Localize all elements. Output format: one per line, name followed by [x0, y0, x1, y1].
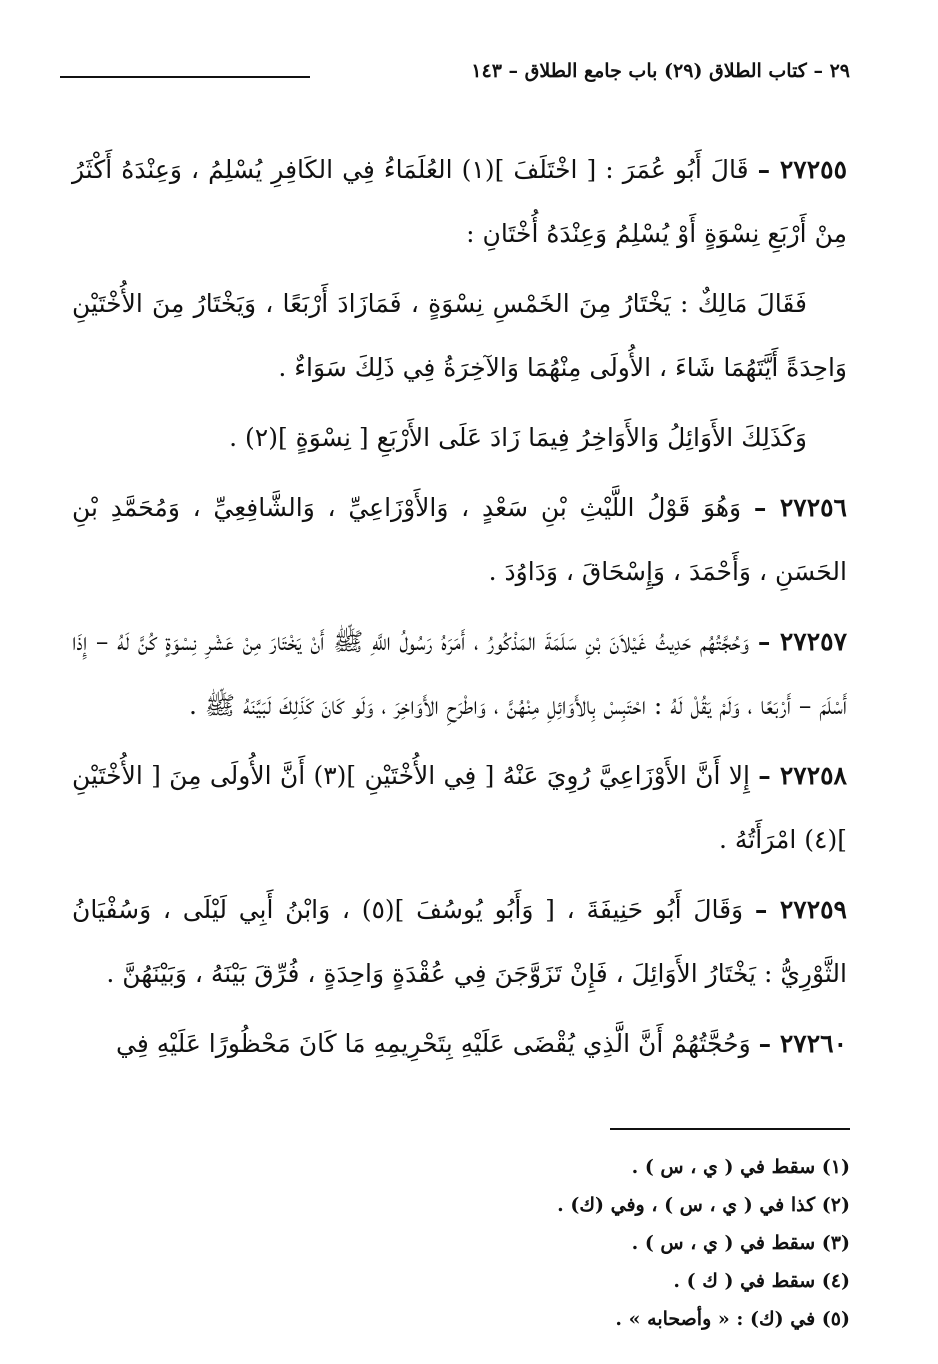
paragraph-number: ٢٧٢٥٩ – — [754, 895, 847, 924]
paragraph-number: ٢٧٢٥٧ – — [757, 627, 847, 656]
paragraph-number: ٢٧٢٥٦ – — [753, 493, 847, 522]
paragraph-text: وَحُجَّتُهُم حَدِيثُ غَيْلاَنَ بْنِ سَلَمَةَ المَذْكُورُ ، أَمَرَهُ رَسُولُ اللَّهِ ﷺ أَنْ يَخْتَارَ مِنْ عَشْرِ نِسْوَةٍ كُنَّ لَهُ – إِذَا أَسْلَمَ – أَرْبَعًا ، وَلَمْ يَقُلْ لَهُ : احْتَبِسْ بِالأَوَائِلِ مِنْهُنَّ ، وَاطْرَحِ الأَوَاخِرَ ، وَلَو كَانَ كَذَلِكَ لَبَيَّنَهُ ﷺ . — [72, 627, 847, 720]
paragraph-27258 — [72, 744, 847, 872]
paragraph-text: فَقَالَ مَالِكٌ : يَخْتَارُ مِنَ الخَمْسِ نِسْوَةٍ ، فَمَازَادَ أَرْبَعًا ، وَيَخْتَارُ مِنَ الأُخْتَيْنِ وَاحِدَةً أَيَّتَهُمَا شَاءَ ، الأُولَى مِنْهُمَا وَالآخِرَةُ فِي ذَلِكَ سَوَاءٌ . — [72, 289, 847, 382]
header-rule — [60, 76, 310, 78]
paragraph-text: وَحُجَّتُهُمْ أَنَّ الَّذِي يُقْضَى عَلَيْهِ بِتَحْرِيمِهِ مَا كَانَ مَحْظُورًا عَلَيْهِ فِي — [115, 1029, 751, 1058]
running-header — [60, 60, 850, 90]
footnote-5: (٥) في (ك) : « وأصحابه » . — [615, 1308, 850, 1330]
paragraph-27257 — [72, 610, 847, 738]
paragraph-malik — [72, 272, 847, 400]
paragraph-number: ٢٧٢٦٠ – — [758, 1029, 847, 1058]
paragraph-27260 — [72, 1012, 847, 1076]
footnotes — [350, 1148, 850, 1338]
footnote-1: (١) سقط في ( ي ، س ) . — [631, 1156, 850, 1178]
main-text — [72, 138, 847, 1082]
paragraph-27259 — [72, 878, 847, 1006]
footnote-2: (٢) كذا في ( ي ، س ) ، وفي (ك) . — [557, 1194, 850, 1216]
paragraph-27256 — [72, 476, 847, 604]
paragraph-27255 — [72, 138, 847, 266]
footnote-rule — [610, 1128, 850, 1130]
header-title: ٢٩ – كتاب الطلاق (٢٩) باب جامع الطلاق – ١٤٣ — [471, 60, 850, 82]
paragraph-text: قَالَ أَبُو عُمَرَ : [ اخْتَلَفَ ](١) العُلَمَاءُ فِي الكَافِرِ يُسْلِمُ ، وَعِنْدَهُ أَكْثَرُ مِنْ أَرْبَعِ نِسْوَةٍ أَوْ يُسْلِمُ وَعِنْدَهُ أُخْتَانِ : — [72, 155, 847, 248]
paragraph-text: وَكَذَلِكَ الأَوَائِلُ وَالأَوَاخِرُ فِيمَا زَادَ عَلَى الأَرْبَعِ [ نِسْوَةٍ ](٢) . — [229, 423, 807, 452]
paragraph-number: ٢٧٢٥٨ – — [758, 761, 847, 790]
paragraph-text: وَهُوَ قَوْلُ اللَّيْثِ بْنِ سَعْدٍ ، وَالأَوْزَاعِيِّ ، وَالشَّافِعِيِّ ، وَمُحَمَّدِ بْنِ الحَسَنِ ، وَأَحْمَدَ ، وَإِسْحَاقَ ، وَدَاوُدَ . — [72, 493, 847, 586]
paragraph-awail — [72, 406, 847, 470]
paragraph-text: إِلا أَنَّ الأَوْزَاعِيَّ رُوِيَ عَنْهُ [ فِي الأُخْتَيْنِ ](٣) أَنَّ الأُولَى مِنَ [ الأُخْتَيْنِ ](٤) امْرَأَتُهُ . — [72, 761, 847, 854]
paragraph-text: وَقَالَ أَبُو حَنِيفَةَ ، [ وَأَبُو يُوسُفَ ](٥) ، وَابْنُ أَبِي لَيْلَى ، وَسُفْيَانُ الثَّوْرِيُّ : يَخْتَارُ الأَوَائِلَ ، فَإِنْ تَزَوَّجَنَ فِي عُقْدَةٍ وَاحِدَةٍ ، فُرِّقَ بَيْنَهُ ، وَبَيْنَهُنَّ . — [72, 895, 847, 988]
footnote-4: (٤) سقط في ( ك ) . — [673, 1270, 850, 1292]
footnote-3: (٣) سقط في ( ي ، س ) . — [631, 1232, 850, 1254]
paragraph-number: ٢٧٢٥٥ – — [757, 155, 847, 184]
